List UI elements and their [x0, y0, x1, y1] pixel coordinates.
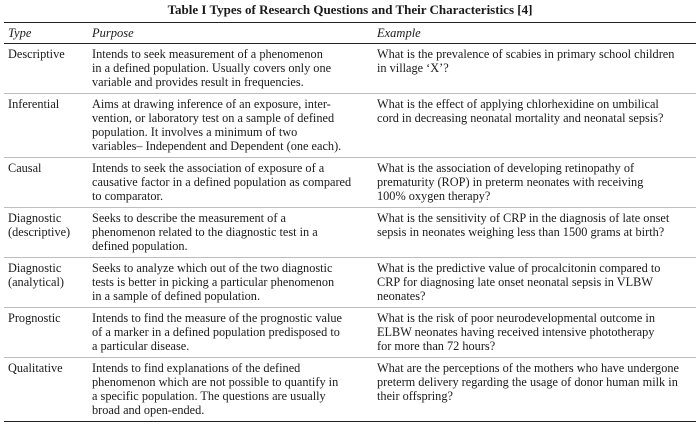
cell-example: What is the association of developing retinopathy of prematurity (ROP) in preterm neonates with receiving 100% oxygen therapy? — [373, 158, 696, 208]
cell-type: Diagnostic (analytical) — [4, 258, 88, 308]
table-row — [4, 94, 696, 158]
cell-example: What is the sensitivity of CRP in the diagnosis of late onset sepsis in neonates weighing less than 1500 grams at birth? — [373, 208, 696, 258]
header-row — [4, 23, 696, 44]
header-example: Example — [373, 23, 696, 44]
cell-example: What is the prevalence of scabies in primary school children in village ‘X’? — [373, 44, 696, 94]
table-row — [4, 208, 696, 258]
table-row — [4, 358, 696, 422]
cell-example: What is the effect of applying chlorhexidine on umbilical cord in decreasing neonatal mortality and neonatal sepsis? — [373, 94, 696, 158]
cell-purpose: Seeks to analyze which out of the two diagnostic tests is better in picking a particular phenomenon in a sample of defined population. — [88, 258, 373, 308]
cell-type: Descriptive — [4, 44, 88, 94]
research-questions-table — [4, 23, 696, 422]
cell-purpose: Intends to seek measurement of a phenomenon in a defined population. Usually covers only one variable and provides result in frequencies. — [88, 44, 373, 94]
cell-type: Diagnostic (descriptive) — [4, 208, 88, 258]
header-purpose: Purpose — [88, 23, 373, 44]
table-row — [4, 308, 696, 358]
cell-purpose: Aims at drawing inference of an exposure, inter- vention, or laboratory test on a sample of defined population. It involves a minimum of two variables– Independent and Dependent (one each). — [88, 94, 373, 158]
table-row — [4, 158, 696, 208]
cell-example: What are the perceptions of the mothers who have undergone preterm delivery regarding the usage of donor human milk in their offspring? — [373, 358, 696, 422]
cell-type: Prognostic — [4, 308, 88, 358]
cell-purpose: Intends to find the measure of the prognostic value of a marker in a defined population predisposed to a particular disease. — [88, 308, 373, 358]
cell-type: Inferential — [4, 94, 88, 158]
table-row — [4, 258, 696, 308]
cell-type: Causal — [4, 158, 88, 208]
cell-type: Qualitative — [4, 358, 88, 422]
table-caption: Table I Types of Research Questions and Their Characteristics [4] — [4, 0, 696, 23]
header-type: Type — [4, 23, 88, 44]
cell-purpose: Intends to seek the association of exposure of a causative factor in a defined population as compared to comparator. — [88, 158, 373, 208]
cell-example: What is the predictive value of procalcitonin compared to CRP for diagnosing late onset neonatal sepsis in VLBW neonates? — [373, 258, 696, 308]
table-row — [4, 44, 696, 94]
cell-purpose: Seeks to describe the measurement of a phenomenon related to the diagnostic test in a defined population. — [88, 208, 373, 258]
cell-example: What is the risk of poor neurodevelopmental outcome in ELBW neonates having received intensive phototherapy for more than 72 hours? — [373, 308, 696, 358]
cell-purpose: Intends to find explanations of the defined phenomenon which are not possible to quantify in a specific population. The questions are usually broad and open-ended. — [88, 358, 373, 422]
